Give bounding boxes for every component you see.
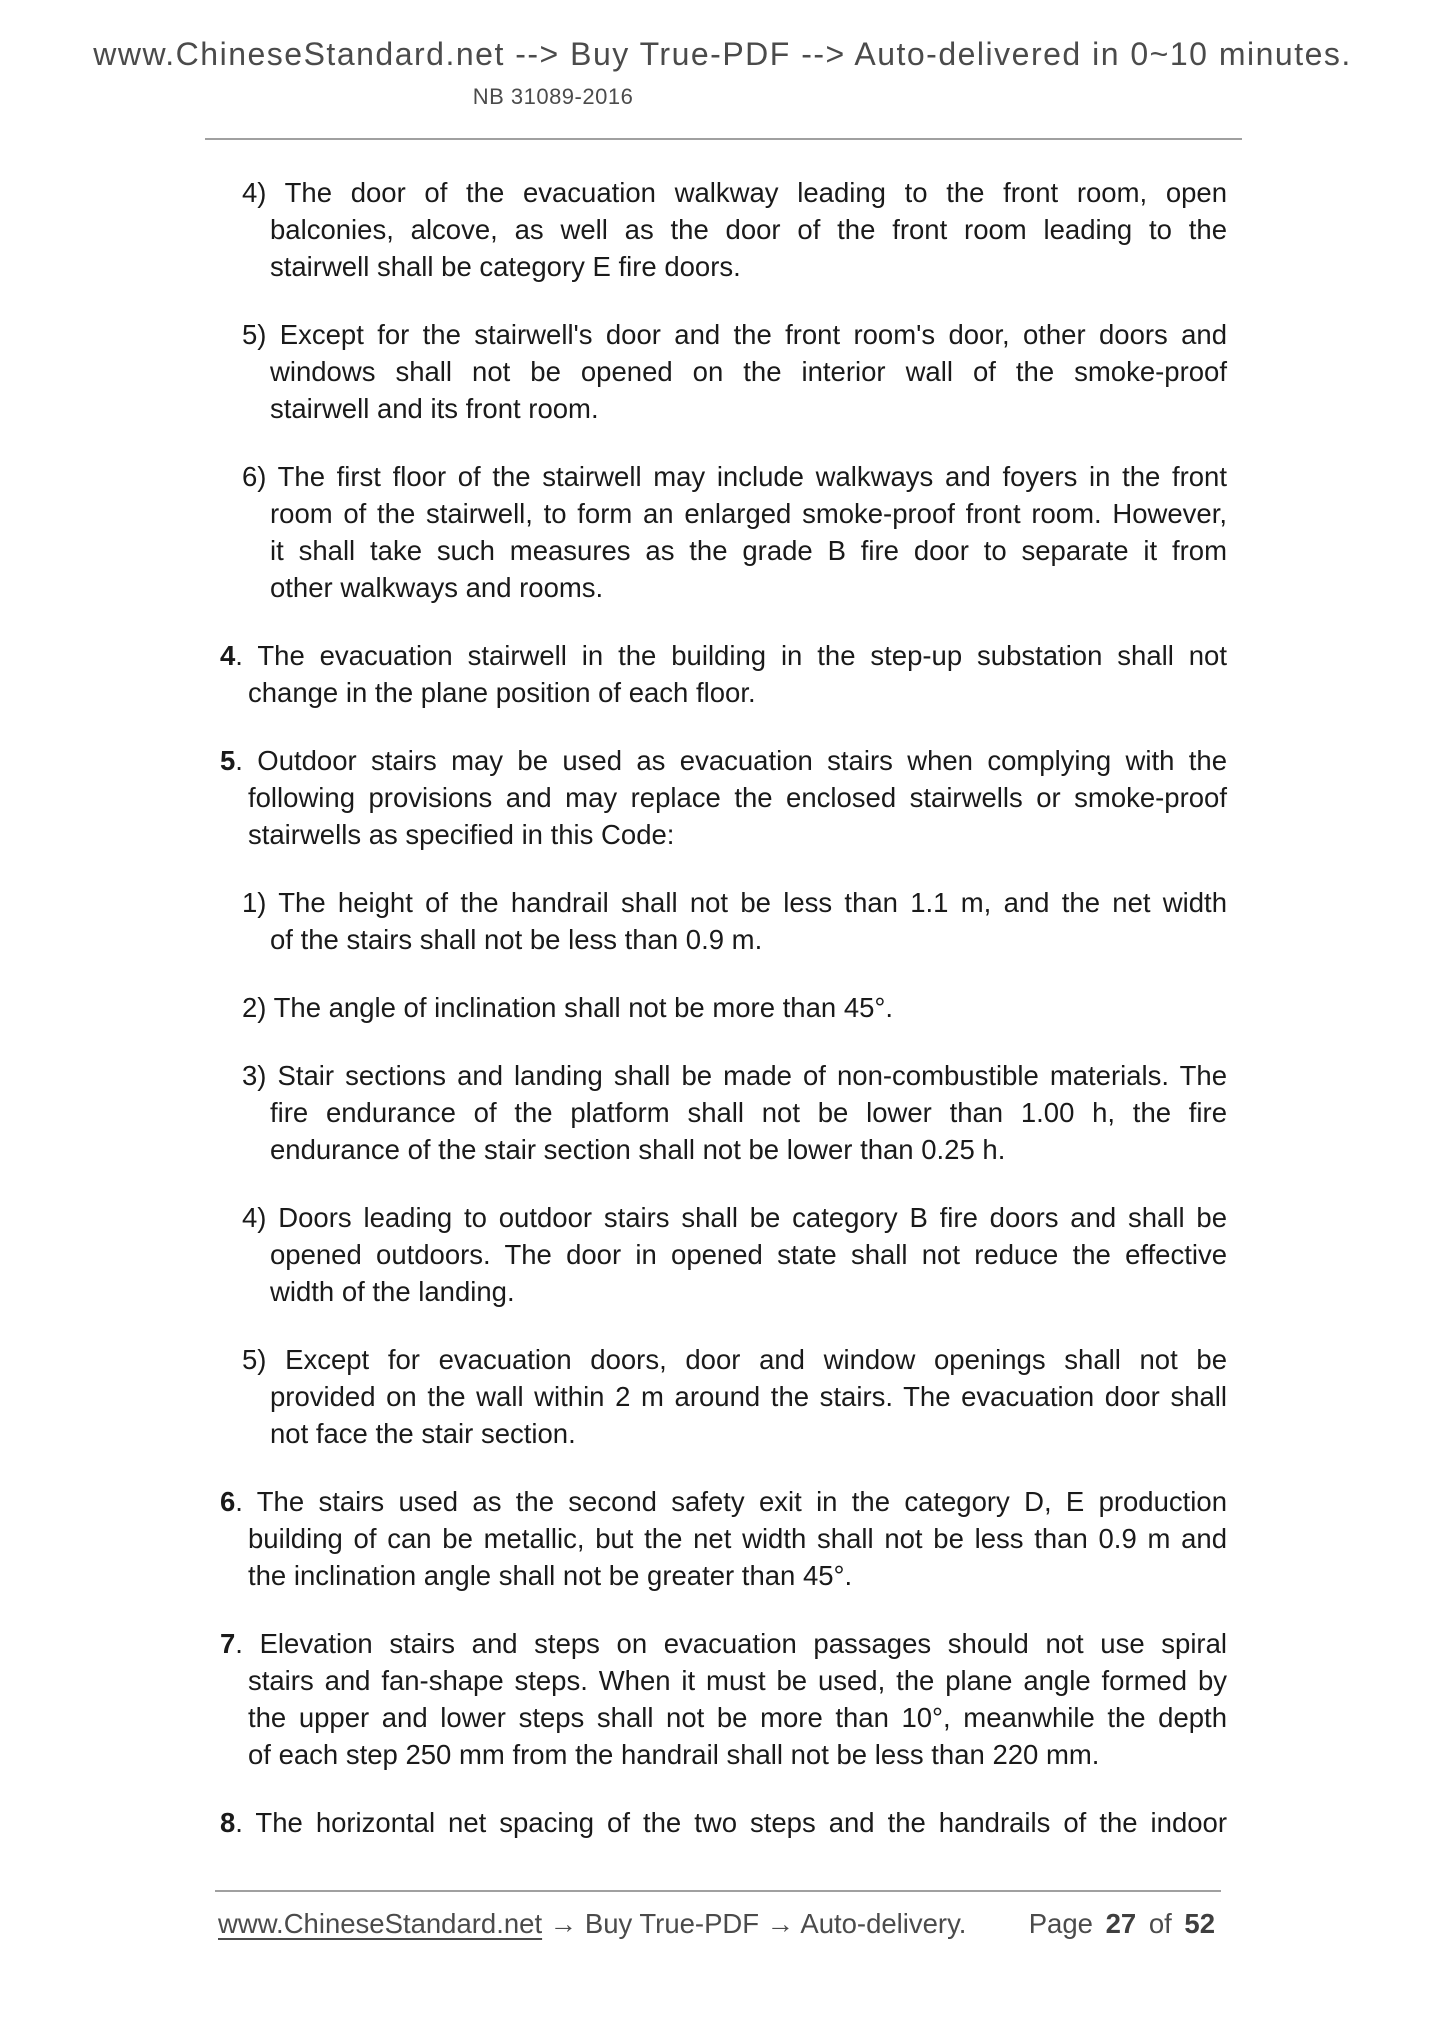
text-line: stairwells as specified in this Code: — [248, 819, 675, 850]
page-number: 27 — [1105, 1908, 1137, 1939]
text-line: change in the plane position of each floor. — [248, 677, 756, 708]
footer-tail-text: → Buy True-PDF → Auto-delivery. — [542, 1908, 967, 1939]
footer-rule — [215, 1890, 1221, 1892]
text-line: 4) The door of the evacuation walkway leading to the front room, open — [242, 177, 1227, 208]
item-number: 8 — [220, 1807, 236, 1838]
text-line: room of the stairwell, to form an enlarged smoke-proof front room. However, — [270, 498, 1227, 529]
text-line: provided on the wall within 2 m around the stairs. The evacuation door shall — [270, 1381, 1227, 1412]
text-line: building of can be metallic, but the net width shall not be less than 0.9 m and — [248, 1523, 1227, 1554]
paragraph-5 — [220, 742, 1227, 853]
paragraph-4 — [242, 1199, 1227, 1310]
paragraph-2 — [242, 989, 1227, 1026]
text-line: endurance of the stair section shall not be lower than 0.25 h. — [270, 1134, 1006, 1165]
text-line: 5) Except for evacuation doors, door and window openings shall not be — [242, 1344, 1227, 1375]
document-body — [0, 174, 1445, 1872]
paragraph-5 — [242, 1341, 1227, 1452]
text-line: the inclination angle shall not be greater than 45°. — [248, 1560, 853, 1591]
text-line: fire endurance of the platform shall not be lower than 1.00 h, the fire — [270, 1097, 1227, 1128]
text-line: 3) Stair sections and landing shall be made of non-combustible materials. The — [242, 1060, 1227, 1091]
paragraph-3 — [242, 1057, 1227, 1168]
text-line: following provisions and may replace the enclosed stairwells or smoke-proof — [248, 782, 1227, 813]
text-line: the upper and lower steps shall not be more than 10°, meanwhile the depth — [248, 1702, 1227, 1733]
item-number: 7 — [220, 1628, 236, 1659]
doc-number: NB 31089-2016 — [472, 84, 634, 109]
of-word: of — [1148, 1908, 1172, 1939]
header-promo: www.ChineseStandard.net --> Buy True-PDF --> Auto-delivered in 0~10 minutes. — [93, 36, 1352, 72]
page-indicator — [1029, 1908, 1215, 1940]
text-line: of the stairs shall not be less than 0.9 m. — [270, 924, 763, 955]
text-line: stairs and fan-shape steps. When it must be used, the plane angle formed by — [248, 1665, 1227, 1696]
text-line: it shall take such measures as the grade B fire door to separate it from — [270, 535, 1227, 566]
page-word: Page — [1028, 1908, 1093, 1939]
text-line: 4) Doors leading to outdoor stairs shall be category B fire doors and shall be — [242, 1202, 1227, 1233]
header-rule — [205, 138, 1242, 140]
paragraph-6 — [220, 1483, 1227, 1594]
text-line: 7. Elevation stairs and steps on evacuation passages should not use spiral — [220, 1628, 1227, 1659]
item-number: 4 — [220, 640, 236, 671]
paragraph-6 — [242, 458, 1227, 606]
text-line: 5) Except for the stairwell's door and the front room's door, other doors and — [242, 319, 1227, 350]
paragraph-7 — [220, 1625, 1227, 1773]
text-line: 6. The stairs used as the second safety exit in the category D, E production — [220, 1486, 1227, 1517]
text-line: windows shall not be opened on the interior wall of the smoke-proof — [270, 356, 1227, 387]
text-line: 1) The height of the handrail shall not be less than 1.1 m, and the net width — [242, 887, 1227, 918]
text-line: stairwell shall be category E fire doors. — [270, 251, 741, 282]
paragraph-8 — [220, 1804, 1227, 1841]
paragraph-5 — [242, 316, 1227, 427]
footer-site-link[interactable]: www.ChineseStandard.net — [218, 1908, 543, 1939]
text-line: balconies, alcove, as well as the door of the front room leading to the — [270, 214, 1227, 245]
text-line: of each step 250 mm from the handrail shall not be less than 220 mm. — [248, 1739, 1100, 1770]
text-line: other walkways and rooms. — [270, 572, 604, 603]
text-line: 8. The horizontal net spacing of the two steps and the handrails of the indoor — [220, 1807, 1227, 1838]
item-number: 5 — [220, 745, 236, 776]
text-line: not face the stair section. — [270, 1418, 576, 1449]
text-line: opened outdoors. The door in opened state shall not reduce the effective — [270, 1239, 1227, 1270]
text-line: 6) The first floor of the stairwell may include walkways and foyers in the front — [242, 461, 1227, 492]
text-line: stairwell and its front room. — [270, 393, 599, 424]
text-line: width of the landing. — [270, 1276, 515, 1307]
paragraph-1 — [242, 884, 1227, 958]
text-line: 5. Outdoor stairs may be used as evacuation stairs when complying with the — [220, 745, 1227, 776]
text-line: 4. The evacuation stairwell in the building in the step-up substation shall not — [220, 640, 1227, 671]
paragraph-4 — [242, 174, 1227, 285]
item-number: 6 — [220, 1486, 236, 1517]
footer-promo — [218, 1908, 966, 1940]
total-pages: 52 — [1184, 1908, 1215, 1939]
paragraph-4 — [220, 637, 1227, 711]
text-line: 2) The angle of inclination shall not be more than 45°. — [242, 992, 894, 1023]
